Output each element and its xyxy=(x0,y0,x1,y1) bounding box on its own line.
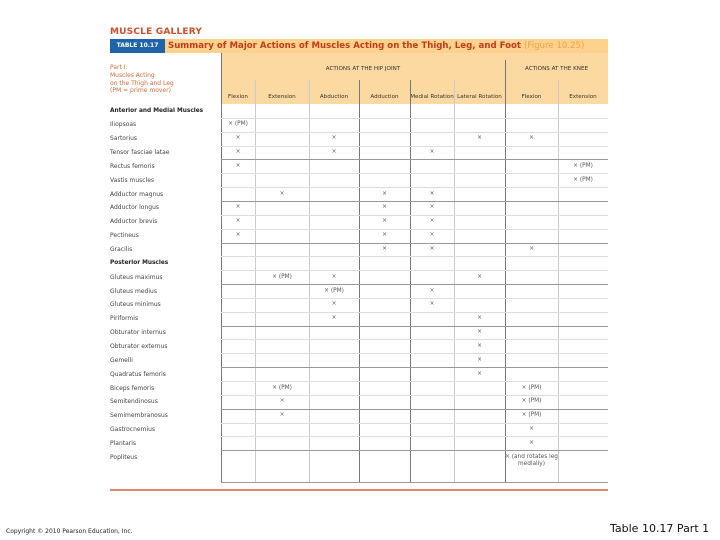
action-mark: × xyxy=(331,273,337,280)
column-header: Lateral Rotation xyxy=(457,94,502,101)
row-divider xyxy=(221,118,608,119)
action-mark: × (PM) xyxy=(272,384,292,391)
table-title-text: Summary of Major Actions of Muscles Acting on the Thigh, Leg, and Foot xyxy=(168,41,522,51)
column-header: Extension xyxy=(268,94,296,101)
row-divider xyxy=(221,132,608,133)
row-label: Biceps femoris xyxy=(110,384,155,392)
action-mark: × xyxy=(235,218,241,225)
action-mark: × xyxy=(429,246,435,252)
row-label: Rectus femoris xyxy=(110,162,155,170)
row-label: Obturator externus xyxy=(110,342,168,350)
action-mark: × (PM) xyxy=(521,384,542,391)
group-divider xyxy=(505,60,506,80)
copyright-text: Copyright © 2010 Pearson Education, Inc. xyxy=(6,528,133,535)
action-mark: × xyxy=(429,218,435,225)
action-mark: × (PM) xyxy=(573,176,593,183)
column-header: Adduction xyxy=(370,94,399,101)
part-label-line: Part I: xyxy=(110,64,128,71)
action-mark: × (PM) xyxy=(573,162,593,169)
action-mark: × (PM) xyxy=(521,412,542,419)
row-label: Semitendinosus xyxy=(110,398,158,406)
column-header: Abduction xyxy=(319,94,349,101)
row-label: Obturator internus xyxy=(110,329,166,337)
row-divider xyxy=(221,256,608,257)
figure-reference: (Figure 10.25) xyxy=(524,41,585,51)
action-mark: × xyxy=(382,246,387,252)
row-label: Semimembranosus xyxy=(110,412,168,420)
action-mark: × xyxy=(477,315,482,322)
action-mark: × xyxy=(382,190,387,197)
slide-title: Table 10.17 Part 1 xyxy=(610,522,710,535)
row-divider xyxy=(221,159,608,160)
part-label-line: on the Thigh and Leg xyxy=(110,79,174,87)
row-divider xyxy=(221,423,608,424)
row-divider xyxy=(221,229,608,230)
row-divider xyxy=(221,326,608,327)
action-mark: × xyxy=(429,204,435,211)
action-mark: × xyxy=(279,398,285,405)
row-label: Gemelli xyxy=(110,356,133,364)
column-header: Flexion xyxy=(521,94,542,101)
row-divider xyxy=(221,201,608,202)
action-mark: × (PM) xyxy=(228,121,248,128)
row-label: Gluteus medius xyxy=(110,287,157,295)
row-divider xyxy=(221,353,608,354)
action-mark: × (PM) xyxy=(521,398,542,405)
action-mark: × xyxy=(235,204,241,211)
table-title xyxy=(168,39,584,53)
row-label: Adductor magnus xyxy=(110,190,164,198)
action-mark: × xyxy=(429,287,435,294)
action-mark: × xyxy=(235,135,241,142)
action-mark: × xyxy=(429,301,435,308)
action-mark: × xyxy=(235,232,241,239)
row-divider xyxy=(221,381,608,382)
row-divider xyxy=(221,173,608,174)
action-mark: × xyxy=(382,204,387,211)
table-title-bar xyxy=(110,39,608,53)
row-label: Popliteus xyxy=(110,453,138,461)
action-mark: × xyxy=(235,162,241,169)
action-mark: × (and rotates leg medially) xyxy=(505,453,558,468)
gallery-label: MUSCLE GALLERY xyxy=(110,27,203,37)
row-label: Piriformis xyxy=(110,315,139,323)
row-label: Tensor fasciae latae xyxy=(110,149,170,157)
action-mark: × xyxy=(429,149,435,156)
column-header: Extension xyxy=(569,94,597,101)
column-header: Medial Rotation xyxy=(410,94,454,101)
row-divider xyxy=(221,312,608,313)
row-label: Quadratus femoris xyxy=(110,370,166,378)
action-mark: × xyxy=(529,135,534,142)
action-mark: × xyxy=(477,356,482,363)
action-mark: × xyxy=(529,439,534,446)
row-label: Vastis muscles xyxy=(110,176,155,184)
table-number-badge: TABLE 10.17 xyxy=(110,39,165,53)
action-mark: × xyxy=(279,412,285,419)
group-header-knee: ACTIONS AT THE KNEE xyxy=(524,66,589,72)
action-mark: × xyxy=(529,426,534,433)
action-mark: × xyxy=(235,149,241,156)
row-divider xyxy=(221,270,608,271)
section-header: Posterior Muscles xyxy=(110,259,169,266)
bottom-rule xyxy=(110,489,608,491)
part-label-line: Muscles Acting xyxy=(110,71,155,79)
row-divider xyxy=(221,339,608,340)
row-divider xyxy=(221,215,608,216)
action-mark: × xyxy=(331,315,337,322)
action-mark: × xyxy=(279,190,285,197)
action-mark: × xyxy=(477,135,482,142)
section-header: Anterior and Medial Muscles xyxy=(110,107,204,114)
group-header-hip: ACTIONS AT THE HIP JOINT xyxy=(325,66,401,72)
row-divider xyxy=(221,298,608,299)
row-label: Sartorius xyxy=(110,135,138,143)
action-mark: × xyxy=(331,135,337,142)
row-divider xyxy=(221,243,608,244)
row-label: Plantaris xyxy=(110,439,137,447)
row-divider xyxy=(221,146,608,147)
row-divider xyxy=(221,367,608,368)
action-mark: × xyxy=(429,232,435,239)
row-label: Gluteus maximus xyxy=(110,273,163,281)
row-divider xyxy=(221,284,608,285)
action-mark: × xyxy=(477,342,482,349)
action-mark: × xyxy=(331,149,337,156)
action-mark: × (PM) xyxy=(272,273,292,280)
action-mark: × xyxy=(477,370,482,377)
column-header: Flexion xyxy=(228,94,248,101)
row-divider xyxy=(221,395,608,396)
action-mark: × xyxy=(382,218,387,225)
action-mark: × xyxy=(429,190,435,197)
row-divider xyxy=(221,482,608,483)
action-mark: × xyxy=(477,273,482,280)
action-mark: × xyxy=(382,232,387,239)
action-mark: × xyxy=(477,329,482,336)
row-label: Adductor brevis xyxy=(110,218,158,226)
row-label: Iliopsoas xyxy=(110,121,137,129)
action-mark: × (PM) xyxy=(324,287,344,294)
action-mark: × xyxy=(331,301,337,308)
row-label: Pectineus xyxy=(110,232,139,240)
row-divider xyxy=(221,436,608,437)
row-divider xyxy=(221,409,608,410)
row-label: Gracilis xyxy=(110,246,133,253)
part-label xyxy=(110,64,174,95)
row-divider xyxy=(221,450,608,451)
action-mark: × xyxy=(529,246,534,252)
row-label: Gluteus minimus xyxy=(110,301,161,309)
row-divider xyxy=(221,187,608,188)
part-label-line: (PM = prime mover) xyxy=(110,87,171,95)
row-label: Gastrocnemius xyxy=(110,426,156,434)
row-label: Adductor longus xyxy=(110,204,159,212)
